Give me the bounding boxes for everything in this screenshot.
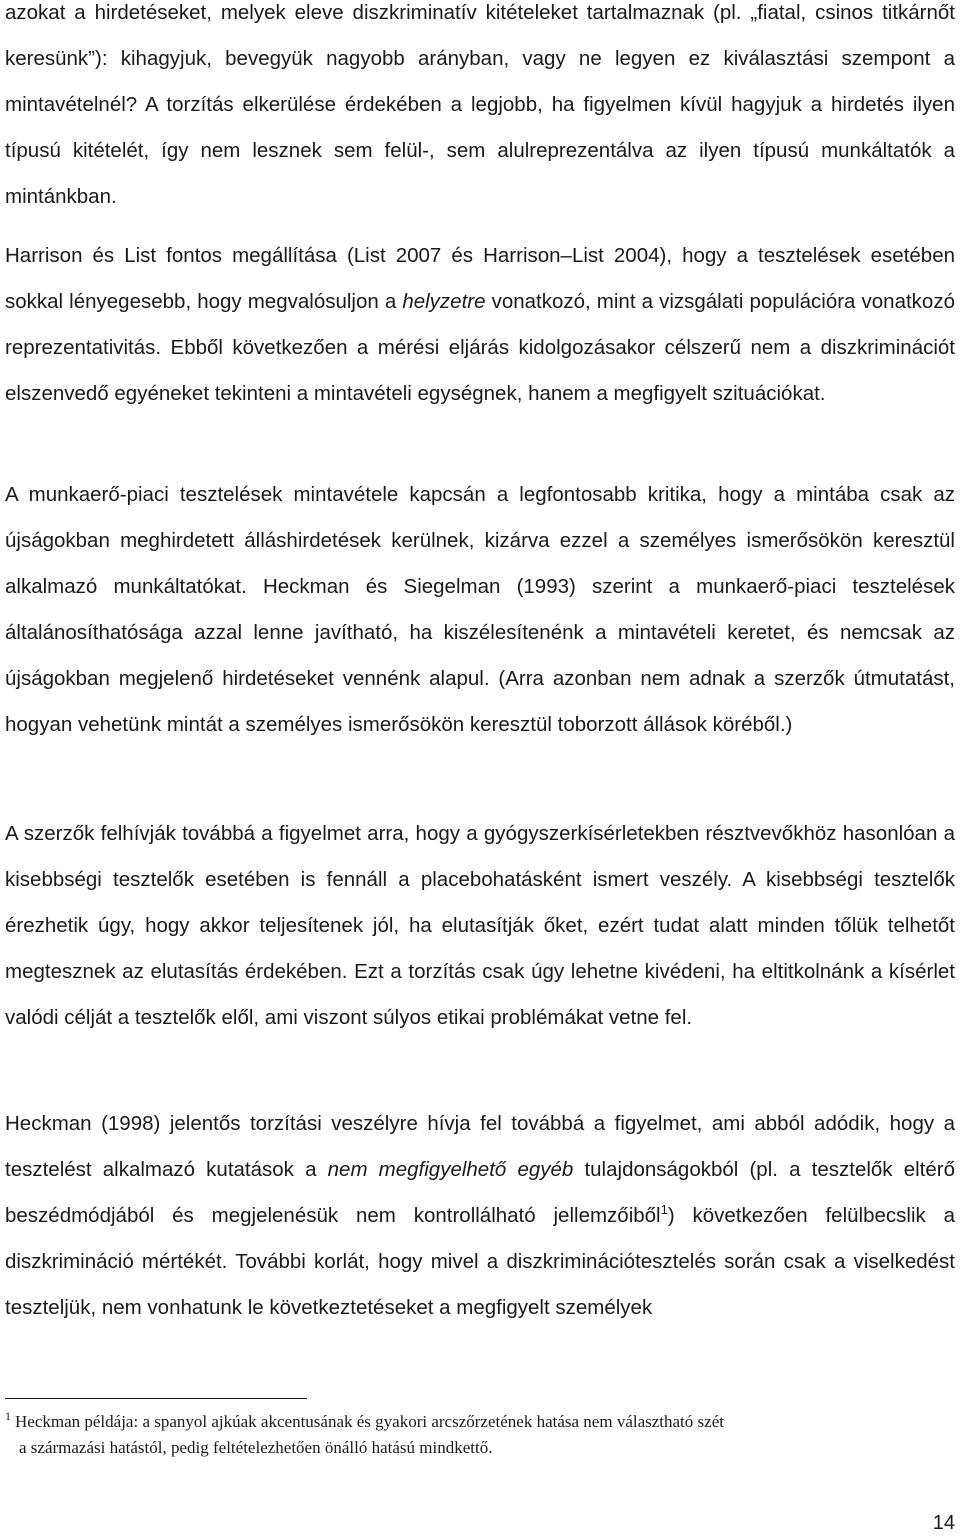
paragraph-2-text-b: vonatkozó, mint a vizsgálati populációra vonatkozó reprezentativitás. Ebből következően a mérési eljárás kidolgozásakor célszerű nem a diszkriminációt elszenvedő egyéneket tekinteni a mintavételi egységnek, hanem a megfigyelt szituációkat. [5, 290, 955, 405]
paragraph-5-text-b: tulajdonságokból (pl. a tesztelők eltérő beszédmódjából és megjelenésük nem kontrollálható jellemzőiből [5, 1158, 955, 1227]
paragraph-2-text-a: Harrison és List fontos megállítása (List 2007 és Harrison–List 2004), hogy a tesztelések esetében sokkal lényegesebb, hogy megvalósuljon a [5, 244, 955, 313]
paragraph-1: azokat a hirdetéseket, melyek eleve diszkriminatív kitételeket tartalmaznak (pl. „fiatal, csinos titkárnőt keresünk”): kihagyjuk, bevegyük nagyobb arányban, vagy ne legyen ez kiválasztási szempont a mintavételnél? A torzítás elkerülése érdekében a legjobb, ha figyelmen kívül hagyjuk a hirdetés ilyen típusú kitételét, így nem lesznek sem felül-, sem alulreprezentálva az ilyen típusú munkáltatók a mintánkban. [5, 1, 955, 208]
footnote-text-line-1: Heckman példája: a spanyol ajkúak akcentusának és gyakori arcszőrzetének hatása nem választható szét [15, 1412, 724, 1431]
paragraph-5-italic: nem megfigyelhető egyéb [327, 1158, 574, 1181]
paragraph-3: A munkaerő-piaci tesztelések mintavétele kapcsán a legfontosabb kritika, hogy a mintába csak az újságokban meghirdetett álláshirdetések kerülnek, kizárva ezzel a személyes ismerősökön keresztül alkalmazó munkáltatókat. Heckman és Siegelman (1993) szerint a munkaerő-piaci tesztelések általánosíthatósága azzal lenne javítható, ha kiszélesítenénk a mintavételi keretet, és nemcsak az újságokban megjelenő hirdetéseket vennénk alapul. (Arra azonban nem adnak a szerzők útmutatást, hogyan vehetünk mintát a személyes ismerősökön keresztül toborzott állások köréből.) [5, 483, 955, 736]
paragraph-5-text-c: ) következően felülbecslik a diszkrimináció mértékét. További korlát, hogy mivel a diszkriminációtesztelés során csak a viselkedést teszteljük, nem vonhatunk le következtetéseket a megfigyelt személyek [5, 1204, 956, 1319]
paragraph-2-italic: helyzetre [402, 290, 486, 313]
footnote-text-line-2: a származási hatástól, pedig feltételezhetően önálló hatású mindkettő. [19, 1438, 493, 1457]
paragraph-2 [5, 233, 955, 417]
footnote-separator [5, 1398, 307, 1399]
footnote-reference[interactable]: 1 [660, 1202, 668, 1218]
paragraph-4: A szerzők felhívják továbbá a figyelmet arra, hogy a gyógyszerkísérletekben résztvevőkhöz hasonlóan a kisebbségi tesztelők esetében is fennáll a placebohatásként ismert veszély. A kisebbségi tesztelők érezhetik úgy, hogy akkor teljesítenek jól, ha elutasítják őket, ezért tudat alatt minden tőlük telhetőt megtesznek az elutasítás érdekében. Ezt a torzítás csak úgy lehetne kivédeni, ha eltitkolnánk a kísérlet valódi célját a tesztelők elől, ami viszont súlyos etikai problémákat vetne fel. [5, 822, 955, 1029]
paragraph-5 [5, 1101, 955, 1331]
footnote-number: 1 [5, 1409, 11, 1424]
paragraph-5-text-a: Heckman (1998) jelentős torzítási veszélyre hívja fel továbbá a figyelmet, ami abból adódik, hogy a tesztelést alkalmazó kutatások a [5, 1112, 955, 1181]
footnote [5, 1409, 955, 1461]
page-number: 14 [932, 1512, 955, 1534]
